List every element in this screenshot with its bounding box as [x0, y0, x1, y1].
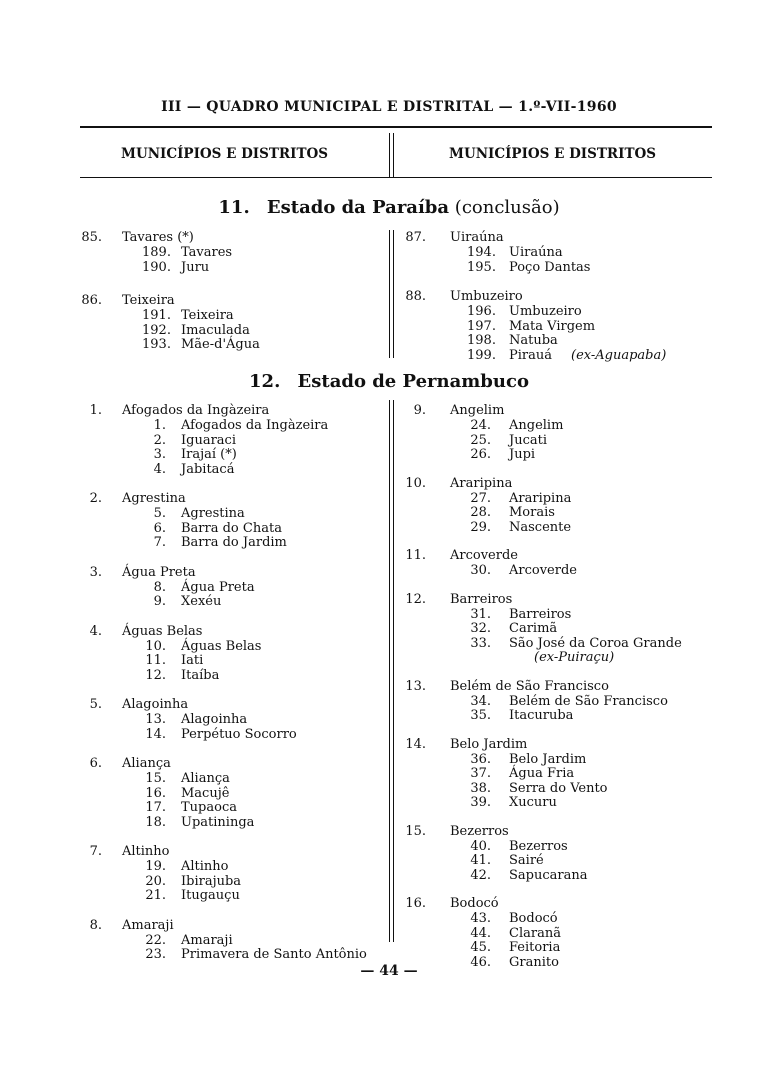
district-name: Agrestina: [181, 506, 245, 521]
municipality-line: [80, 757, 380, 772]
district-line: [80, 801, 380, 816]
district-line: [404, 767, 724, 782]
district-number: 27.: [470, 490, 491, 506]
district-line: [404, 305, 724, 320]
district-name: Angelim: [509, 418, 564, 433]
district-number: 37.: [470, 766, 491, 781]
municipality-number: 86.: [81, 293, 102, 308]
district-line: [404, 753, 724, 768]
district-number: 198.: [467, 333, 496, 348]
district-name: Poço Dantas: [509, 259, 591, 275]
column-divider: [393, 400, 394, 942]
district-name: Mãe-d'Água: [181, 337, 260, 352]
district-line: [404, 246, 724, 261]
section-number: 12.: [249, 371, 281, 392]
district-number: 30.: [470, 563, 491, 578]
district-number: 25.: [470, 432, 491, 448]
district-line: [404, 564, 724, 579]
district-name: Feitoria: [509, 940, 561, 955]
district-number: 32.: [470, 621, 491, 636]
municipality: [80, 698, 380, 742]
district-name: Ibirajuba: [181, 873, 242, 889]
district-name: Primavera de Santo Antônio: [181, 947, 367, 962]
municipality-line: [404, 290, 724, 305]
district-number: 34.: [470, 693, 491, 709]
district-name: Teixeira: [181, 308, 234, 323]
municipality-number: 5.: [89, 697, 102, 712]
district-number: 24.: [470, 418, 491, 433]
district-name: Claranã: [509, 925, 561, 941]
district-name: Mata Virgem: [509, 318, 596, 334]
district-name: Alagoinha: [181, 712, 248, 727]
district-line: [80, 654, 380, 669]
district-number: 193.: [142, 337, 171, 352]
municipality-number: 88.: [405, 289, 426, 304]
municipality: [80, 231, 380, 275]
column-divider: [393, 230, 394, 358]
district-name: Imaculada: [181, 322, 250, 338]
municipality-number: 11.: [405, 548, 426, 563]
district-line: [404, 782, 724, 797]
district-number: 191.: [142, 308, 171, 323]
district-line: [80, 434, 380, 449]
district-name: Iati: [181, 653, 204, 668]
municipality: [404, 825, 724, 884]
district-name: São José da Coroa Grande: [509, 635, 682, 651]
municipality-name: Altinho: [122, 844, 170, 859]
district-name: Pirauá: [509, 347, 552, 363]
municipality: [404, 404, 724, 463]
municipality-number: 9.: [413, 403, 426, 418]
municipality: [80, 492, 380, 551]
municipality: [404, 477, 724, 536]
district-name: Águas Belas: [181, 638, 262, 654]
paraiba-left-column: [80, 231, 380, 353]
municipality-number: 8.: [89, 917, 102, 933]
municipality-name: Uiraúna: [450, 230, 504, 245]
column-header-right: MUNICÍPIOS E DISTRITOS: [449, 146, 657, 162]
municipality-name: Belém de São Francisco: [450, 678, 609, 694]
district-name: Itacuruba: [509, 708, 574, 723]
district-name: Upatininga: [181, 814, 255, 830]
district-name: Jucati: [509, 432, 547, 448]
district-line: [404, 709, 724, 724]
section-number: 11.: [218, 197, 250, 218]
district-name: Xucuru: [509, 795, 557, 810]
district-name: Xexéu: [181, 594, 222, 609]
district-name: Juru: [181, 259, 210, 275]
district-number: 35.: [470, 708, 491, 723]
district-name: Itugauçu: [181, 888, 240, 903]
district-number: 11.: [145, 653, 166, 668]
district-number: 15.: [145, 771, 166, 786]
municipality-name: Bodocó: [450, 896, 499, 911]
municipality-number: 13.: [405, 678, 426, 694]
district-line: [80, 640, 380, 655]
district-line: [80, 536, 380, 551]
district-name: Morais: [509, 505, 555, 520]
district-line: [80, 860, 380, 875]
paraiba-right-column: [404, 231, 724, 363]
municipality-number: 1.: [89, 403, 102, 418]
header-rule-bottom: [80, 177, 712, 178]
municipality-name: Aliança: [122, 756, 171, 771]
municipality-line: [404, 680, 724, 695]
district-number: 2.: [153, 432, 166, 448]
district-line: [80, 507, 380, 522]
district-number: 1.: [153, 418, 166, 433]
district-number: 194.: [467, 245, 496, 260]
district-number: 13.: [145, 712, 166, 727]
municipality-name: Bezerros: [450, 823, 509, 839]
municipality-number: 87.: [405, 230, 426, 245]
district-line: [80, 522, 380, 537]
municipality-line: [404, 231, 724, 246]
municipality-line: [80, 231, 380, 246]
district-number: 3.: [153, 447, 166, 462]
municipality-name: Barreiros: [450, 591, 513, 607]
district-number: 41.: [470, 853, 491, 868]
municipality-line: [80, 625, 380, 640]
district-number: 31.: [470, 606, 491, 622]
municipality-number: 15.: [405, 823, 426, 839]
municipality-number: 7.: [89, 844, 102, 859]
district-number: 18.: [145, 814, 166, 830]
district-name: Carimã: [509, 621, 558, 636]
municipality: [80, 625, 380, 684]
municipality-line: [80, 845, 380, 860]
district-name: Granito: [509, 954, 559, 970]
district-line: [404, 796, 724, 811]
district-line: [80, 948, 380, 963]
district-line: [404, 448, 724, 463]
municipality: [80, 919, 380, 963]
district-name: Tupaoca: [181, 800, 237, 815]
municipality-name: Angelim: [450, 403, 505, 418]
municipality: [404, 549, 724, 579]
district-line: [80, 889, 380, 904]
municipality-number: 3.: [89, 564, 102, 580]
district-line: [404, 869, 724, 884]
district-line: [80, 419, 380, 434]
municipality-name: Teixeira: [122, 293, 175, 308]
municipality-line: [404, 825, 724, 840]
district-line: [80, 934, 380, 949]
district-line: [80, 669, 380, 684]
district-line: [404, 419, 724, 434]
section-name: Estado da Paraíba: [266, 197, 450, 218]
district-name: Água Preta: [181, 579, 255, 595]
municipality-number: 10.: [405, 475, 426, 491]
district-number: 33.: [470, 635, 491, 651]
district-number: 38.: [470, 780, 491, 796]
municipality-number: 6.: [89, 756, 102, 771]
district-name: Jabitacá: [181, 461, 235, 477]
district-number: 4.: [153, 461, 166, 477]
municipality-line: [80, 566, 380, 581]
district-line: [80, 338, 380, 353]
municipality: [80, 566, 380, 610]
district-number: 192.: [142, 322, 171, 338]
district-line: [404, 608, 724, 623]
pernambuco-left-column: [80, 404, 380, 963]
district-name: Umbuzeiro: [509, 304, 582, 319]
municipality-line: [404, 593, 724, 608]
municipality: [80, 845, 380, 904]
district-number: 21.: [145, 888, 166, 903]
district-line: [80, 261, 380, 276]
district-line: [404, 521, 724, 536]
municipality: [80, 294, 380, 353]
district-name: Irajaí (*): [181, 447, 237, 462]
district-number: 195.: [467, 259, 496, 275]
district-number: 26.: [470, 447, 491, 462]
district-number: 197.: [467, 318, 496, 334]
page-header: III — QUADRO MUNICIPAL E DISTRITAL — 1.º-VII-1960: [161, 99, 617, 115]
district-name: Tavares: [181, 245, 233, 260]
district-note: (ex-Puiraçu): [534, 650, 615, 665]
municipality-name: Água Preta: [122, 564, 196, 580]
district-name: Bodocó: [509, 911, 558, 926]
district-line: [404, 637, 724, 652]
column-divider: [393, 133, 394, 177]
municipality-name: Belo Jardim: [450, 736, 528, 752]
district-name: Macujê: [181, 785, 230, 801]
municipality-line: [404, 738, 724, 753]
municipality-number: 14.: [405, 736, 426, 752]
page-number: — 44 —: [360, 963, 418, 979]
municipality-name: Amaraji: [122, 917, 174, 933]
district-name: Itaíba: [181, 667, 220, 683]
municipality-name: Tavares (*): [122, 230, 194, 245]
district-name: Afogados da Ingàzeira: [181, 418, 329, 433]
municipality: [404, 290, 724, 363]
municipality-line: [404, 897, 724, 912]
district-line: [404, 506, 724, 521]
district-number: 189.: [142, 245, 171, 260]
district-line: [404, 912, 724, 927]
district-line: [404, 695, 724, 710]
municipality-number: 2.: [89, 491, 102, 506]
district-name: Sapucarana: [509, 867, 588, 883]
district-name: Sairé: [509, 853, 544, 868]
municipality-name: Afogados da Ingàzeira: [122, 403, 270, 418]
district-name: Amaraji: [181, 932, 233, 948]
district-number: 43.: [470, 911, 491, 926]
district-name: Belo Jardim: [509, 751, 587, 767]
district-number: 29.: [470, 519, 491, 535]
municipality: [404, 231, 724, 275]
column-header-left: MUNICÍPIOS E DISTRITOS: [121, 146, 329, 162]
district-line: [80, 728, 380, 743]
district-name: Belém de São Francisco: [509, 693, 668, 709]
municipality: [80, 757, 380, 830]
section-title-pernambuco: [0, 371, 778, 392]
district-line: [404, 349, 724, 364]
district-line: [80, 309, 380, 324]
municipality: [404, 738, 724, 811]
district-number: 36.: [470, 751, 491, 767]
column-divider: [389, 400, 390, 942]
municipality-line: [80, 294, 380, 309]
municipality-line: [404, 549, 724, 564]
municipality: [404, 897, 724, 970]
district-line: [80, 246, 380, 261]
district-number: 196.: [467, 304, 496, 319]
district-number: 16.: [145, 785, 166, 801]
district-number: 17.: [145, 800, 166, 815]
district-line: [404, 492, 724, 507]
district-line: [404, 622, 724, 637]
municipality-number: 16.: [405, 896, 426, 911]
district-name: Barreiros: [509, 606, 572, 622]
section-title-paraiba: [0, 197, 778, 218]
district-line: [80, 787, 380, 802]
district-number: 199.: [467, 347, 496, 363]
district-number: 42.: [470, 867, 491, 883]
district-line: [404, 840, 724, 855]
district-name: Iguaraci: [181, 432, 236, 448]
district-line: [80, 581, 380, 596]
district-number: 12.: [145, 667, 166, 683]
district-name: Barra do Chata: [181, 520, 282, 536]
district-number: 44.: [470, 925, 491, 941]
district-number: 5.: [153, 506, 166, 521]
district-line: [80, 595, 380, 610]
municipality-line: [404, 404, 724, 419]
district-line: [80, 816, 380, 831]
district-line: [404, 334, 724, 349]
municipality-line: [404, 477, 724, 492]
municipality-name: Umbuzeiro: [450, 289, 523, 304]
district-number: 7.: [153, 535, 166, 550]
district-name: Jupi: [509, 447, 536, 462]
district-name: Água Fria: [509, 766, 575, 781]
district-number: 19.: [145, 859, 166, 874]
district-number: 46.: [470, 954, 491, 970]
municipality-number: 12.: [405, 591, 426, 607]
district-number: 10.: [145, 638, 166, 654]
district-line: [404, 927, 724, 942]
district-line: [404, 854, 724, 869]
district-number: 23.: [145, 947, 166, 962]
district-number: 39.: [470, 795, 491, 810]
municipality-name: Agrestina: [122, 491, 186, 506]
municipality: [404, 593, 724, 666]
district-name: Bezerros: [509, 838, 568, 854]
district-number: 9.: [153, 594, 166, 609]
section-note: (conclusão): [454, 197, 560, 218]
district-number: 40.: [470, 838, 491, 854]
district-line: [80, 713, 380, 728]
municipality-number: 85.: [81, 230, 102, 245]
district-name: Perpétuo Socorro: [181, 726, 297, 742]
district-name: Altinho: [181, 859, 229, 874]
municipality: [404, 680, 724, 724]
municipality-line: [80, 404, 380, 419]
municipality-name: Águas Belas: [122, 623, 203, 639]
district-line: [80, 772, 380, 787]
district-line: [404, 320, 724, 335]
district-line: [80, 448, 380, 463]
municipality-line: [80, 919, 380, 934]
column-divider: [389, 133, 390, 177]
district-line: [404, 261, 724, 276]
district-number: 20.: [145, 873, 166, 889]
municipality-name: Arcoverde: [450, 548, 518, 563]
district-number: 14.: [145, 726, 166, 742]
district-line: [404, 434, 724, 449]
header-rule-top: [80, 126, 712, 128]
district-note: (ex-Aguapaba): [571, 347, 667, 363]
column-divider: [389, 230, 390, 358]
municipality-line: [80, 698, 380, 713]
district-line: [404, 941, 724, 956]
district-name: Nascente: [509, 519, 572, 535]
district-name: Araripina: [509, 490, 572, 506]
district-line: [80, 463, 380, 478]
section-name: Estado de Pernambuco: [297, 371, 529, 392]
district-number: 45.: [470, 940, 491, 955]
district-name: Aliança: [181, 771, 230, 786]
municipality-name: Alagoinha: [122, 697, 189, 712]
district-number: 22.: [145, 932, 166, 948]
district-name: Serra do Vento: [509, 780, 608, 796]
municipality: [80, 404, 380, 477]
municipality-number: 4.: [89, 623, 102, 639]
pernambuco-right-column: [404, 404, 724, 970]
district-line: [80, 324, 380, 339]
district-number: 190.: [142, 259, 171, 275]
district-number: 28.: [470, 505, 491, 520]
municipality-name: Araripina: [450, 475, 513, 491]
district-number: 8.: [153, 579, 166, 595]
district-name: Natuba: [509, 333, 558, 348]
district-name: Uiraúna: [509, 245, 563, 260]
district-name: Arcoverde: [509, 563, 577, 578]
district-name: Barra do Jardim: [181, 535, 287, 550]
district-line: [80, 875, 380, 890]
district-number: 6.: [153, 520, 166, 536]
municipality-line: [80, 492, 380, 507]
